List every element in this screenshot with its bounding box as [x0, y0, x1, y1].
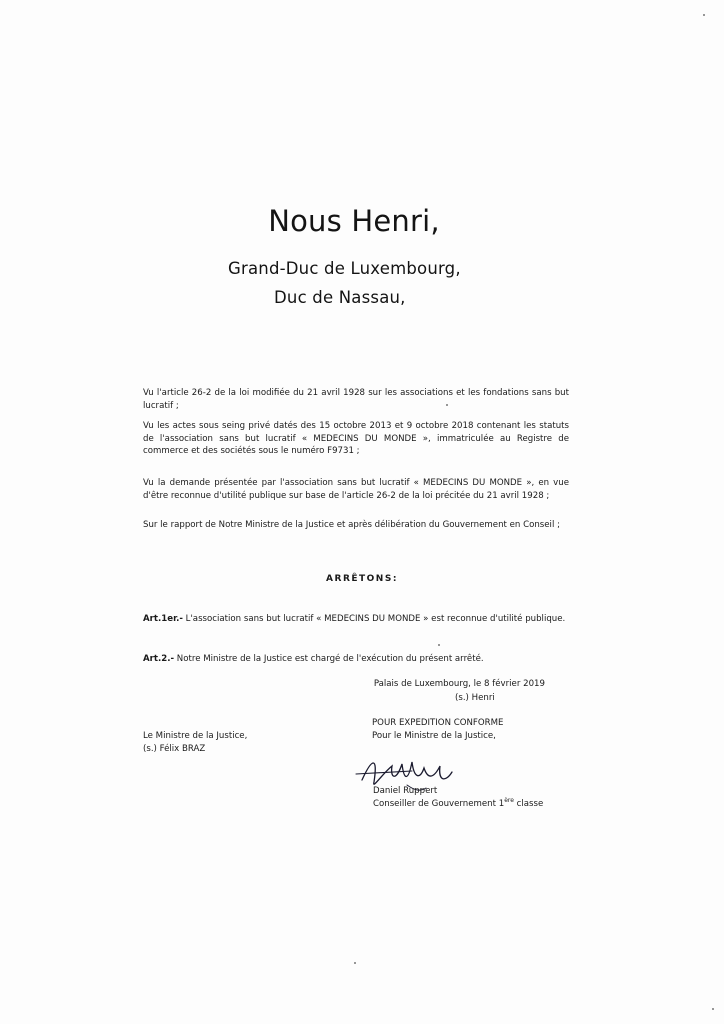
minister-title: Le Ministre de la Justice,: [143, 731, 248, 741]
decree-heading: ARRÊTONS:: [326, 574, 398, 584]
consideration-paragraph: Vu les actes sous seing privé datés des 15 octobre 2013 et 9 octobre 2018 contenant les statuts de l'association sans but lucratif « MEDECINS DU MONDE », immatriculée au Registre de commerce et des sociétés sous le numéro F9731 ;: [143, 421, 569, 457]
consideration-paragraph: Sur le rapport de Notre Ministre de la Justice et après délibération du Gouvernement en Conseil ;: [143, 520, 560, 530]
scan-speck: [354, 962, 356, 964]
place-date: Palais de Luxembourg, le 8 février 2019: [373, 679, 545, 689]
decree-title: Nous Henri,: [268, 204, 440, 238]
consideration-paragraph: Vu la demande présentée par l'association sans but lucratif « MEDECINS DU MONDE », en vue d'être reconnue d'utilité publique sur base de l'article 26-2 de la loi précitée du 21 avril 1928 ;: [143, 478, 569, 501]
article-2: [143, 653, 569, 666]
signatory-name: Daniel Ruppert: [373, 786, 438, 796]
on-behalf-line: Pour le Ministre de la Justice,: [372, 731, 496, 741]
signatory-title: Conseiller de Gouvernement 1ère classe: [373, 797, 544, 809]
scan-speck: [712, 1008, 714, 1010]
sovereign-signature: (s.) Henri: [455, 693, 495, 703]
scan-speck: [438, 644, 440, 646]
decree-subtitle-line1: Grand-Duc de Luxembourg,: [228, 259, 461, 278]
scan-speck: [446, 404, 448, 406]
minister-signature: (s.) Félix BRAZ: [143, 744, 206, 754]
certification-line: POUR EXPEDITION CONFORME: [372, 718, 504, 728]
article-text: Notre Ministre de la Justice est chargé de l'exécution du présent arrêté.: [174, 654, 484, 664]
scan-speck: [703, 14, 705, 16]
article-number: Art.2.-: [143, 654, 175, 664]
decree-subtitle-line2: Duc de Nassau,: [274, 288, 406, 307]
article-text: L'association sans but lucratif « MEDECINS DU MONDE » est reconnue d'utilité publique.: [182, 614, 566, 624]
article-1: [143, 613, 569, 626]
article-number: Art.1er.-: [143, 614, 183, 624]
consideration-paragraph: Vu l'article 26-2 de la loi modifiée du 21 avril 1928 sur les associations et les fondations sans but lucratif ;: [143, 388, 569, 411]
